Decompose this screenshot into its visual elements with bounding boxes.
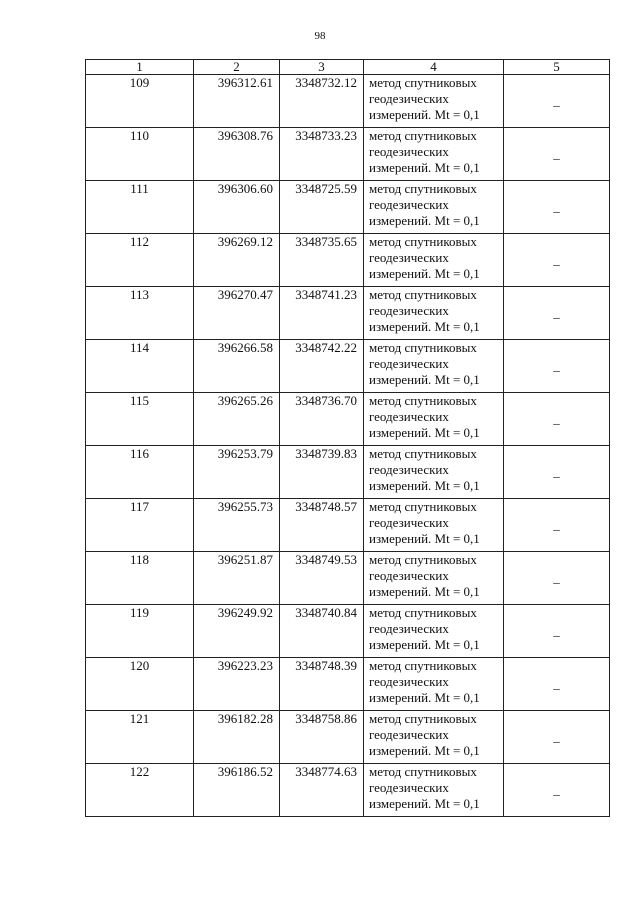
table-row <box>86 75 610 128</box>
x-coordinate-cell: 396255.73 <box>194 499 280 552</box>
note-cell: _ <box>504 446 610 499</box>
table-row <box>86 393 610 446</box>
method-cell: метод спутниковых геодезических измерений. Mt = 0,1 <box>364 446 504 499</box>
point-number-cell: 117 <box>86 499 194 552</box>
y-coordinate-cell: 3348748.39 <box>280 658 364 711</box>
y-coordinate-cell: 3348742.22 <box>280 340 364 393</box>
x-coordinate-cell: 396270.47 <box>194 287 280 340</box>
method-cell: метод спутниковых геодезических измерений. Mt = 0,1 <box>364 499 504 552</box>
method-cell: метод спутниковых геодезических измерений. Mt = 0,1 <box>364 75 504 128</box>
column-header: 4 <box>364 60 504 75</box>
note-cell: _ <box>504 340 610 393</box>
method-cell: метод спутниковых геодезических измерений. Mt = 0,1 <box>364 340 504 393</box>
method-cell: метод спутниковых геодезических измерений. Mt = 0,1 <box>364 658 504 711</box>
table-row <box>86 340 610 393</box>
table-row <box>86 764 610 817</box>
y-coordinate-cell: 3348735.65 <box>280 234 364 287</box>
note-cell: _ <box>504 605 610 658</box>
table-row <box>86 552 610 605</box>
method-cell: метод спутниковых геодезических измерений. Mt = 0,1 <box>364 287 504 340</box>
x-coordinate-cell: 396308.76 <box>194 128 280 181</box>
y-coordinate-cell: 3348739.83 <box>280 446 364 499</box>
method-cell: метод спутниковых геодезических измерений. Mt = 0,1 <box>364 234 504 287</box>
y-coordinate-cell: 3348733.23 <box>280 128 364 181</box>
method-cell: метод спутниковых геодезических измерений. Mt = 0,1 <box>364 552 504 605</box>
point-number-cell: 115 <box>86 393 194 446</box>
point-number-cell: 114 <box>86 340 194 393</box>
method-cell: метод спутниковых геодезических измерений. Mt = 0,1 <box>364 764 504 817</box>
table-row <box>86 287 610 340</box>
x-coordinate-cell: 396182.28 <box>194 711 280 764</box>
table-row <box>86 446 610 499</box>
x-coordinate-cell: 396223.23 <box>194 658 280 711</box>
x-coordinate-cell: 396306.60 <box>194 181 280 234</box>
table-row <box>86 605 610 658</box>
note-cell: _ <box>504 75 610 128</box>
point-number-cell: 113 <box>86 287 194 340</box>
point-number-cell: 119 <box>86 605 194 658</box>
point-number-cell: 110 <box>86 128 194 181</box>
table-row <box>86 499 610 552</box>
x-coordinate-cell: 396266.58 <box>194 340 280 393</box>
page-number: 98 <box>314 30 326 42</box>
y-coordinate-cell: 3348748.57 <box>280 499 364 552</box>
method-cell: метод спутниковых геодезических измерений. Mt = 0,1 <box>364 128 504 181</box>
y-coordinate-cell: 3348758.86 <box>280 711 364 764</box>
point-number-cell: 121 <box>86 711 194 764</box>
table-header-row <box>86 60 610 75</box>
y-coordinate-cell: 3348732.12 <box>280 75 364 128</box>
note-cell: _ <box>504 499 610 552</box>
y-coordinate-cell: 3348749.53 <box>280 552 364 605</box>
table-row <box>86 234 610 287</box>
table-row <box>86 128 610 181</box>
table-row <box>86 658 610 711</box>
point-number-cell: 112 <box>86 234 194 287</box>
note-cell: _ <box>504 393 610 446</box>
table-row <box>86 711 610 764</box>
method-cell: метод спутниковых геодезических измерений. Mt = 0,1 <box>364 605 504 658</box>
column-header: 5 <box>504 60 610 75</box>
y-coordinate-cell: 3348725.59 <box>280 181 364 234</box>
x-coordinate-cell: 396312.61 <box>194 75 280 128</box>
table-row <box>86 181 610 234</box>
point-number-cell: 116 <box>86 446 194 499</box>
note-cell: _ <box>504 711 610 764</box>
column-header: 1 <box>86 60 194 75</box>
note-cell: _ <box>504 234 610 287</box>
x-coordinate-cell: 396186.52 <box>194 764 280 817</box>
x-coordinate-cell: 396249.92 <box>194 605 280 658</box>
method-cell: метод спутниковых геодезических измерений. Mt = 0,1 <box>364 393 504 446</box>
method-cell: метод спутниковых геодезических измерений. Mt = 0,1 <box>364 181 504 234</box>
y-coordinate-cell: 3348741.23 <box>280 287 364 340</box>
column-header: 2 <box>194 60 280 75</box>
y-coordinate-cell: 3348774.63 <box>280 764 364 817</box>
x-coordinate-cell: 396251.87 <box>194 552 280 605</box>
y-coordinate-cell: 3348736.70 <box>280 393 364 446</box>
note-cell: _ <box>504 764 610 817</box>
note-cell: _ <box>504 181 610 234</box>
note-cell: _ <box>504 128 610 181</box>
method-cell: метод спутниковых геодезических измерений. Mt = 0,1 <box>364 711 504 764</box>
point-number-cell: 111 <box>86 181 194 234</box>
point-number-cell: 122 <box>86 764 194 817</box>
coordinates-table <box>85 59 610 817</box>
note-cell: _ <box>504 552 610 605</box>
column-header: 3 <box>280 60 364 75</box>
point-number-cell: 120 <box>86 658 194 711</box>
note-cell: _ <box>504 658 610 711</box>
y-coordinate-cell: 3348740.84 <box>280 605 364 658</box>
x-coordinate-cell: 396265.26 <box>194 393 280 446</box>
x-coordinate-cell: 396269.12 <box>194 234 280 287</box>
point-number-cell: 118 <box>86 552 194 605</box>
note-cell: _ <box>504 287 610 340</box>
point-number-cell: 109 <box>86 75 194 128</box>
x-coordinate-cell: 396253.79 <box>194 446 280 499</box>
